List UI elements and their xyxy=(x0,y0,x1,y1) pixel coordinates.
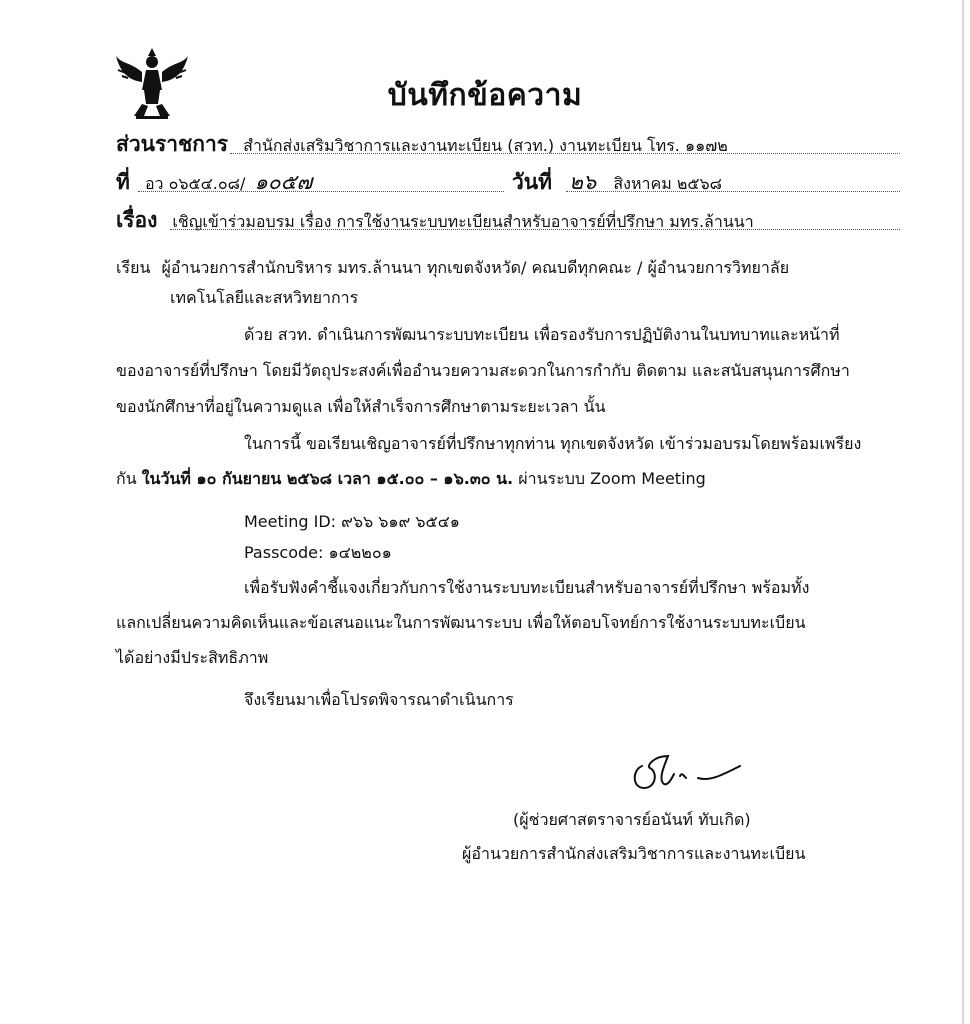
number-row xyxy=(116,166,312,199)
date-month-year: สิงหาคม ๒๕๖๘ xyxy=(613,174,722,193)
meeting-passcode: Passcode: ๑๔๒๒๐๑ xyxy=(244,543,392,562)
addressee-line-2: เทคโนโลยีและสหวิทยาการ xyxy=(170,288,359,307)
para2-meeting-date-time: ในวันที่ ๑๐ กันยายน ๒๕๖๘ เวลา ๑๕.๐๐ – ๑๖.๓๐ น. xyxy=(141,469,514,488)
date-day-handwritten: ๒๖ xyxy=(569,170,597,194)
subject-value: เชิญเข้าร่วมอบรม เรื่อง การใช้งานระบบทะเบียนสำหรับอาจารย์ที่ปรึกษา มทร.ล้านนา xyxy=(172,212,754,231)
signatory-name: (ผู้ช่วยศาสตราจารย์อนันท์ ทับเกิด) xyxy=(513,810,751,829)
para1-line1: ด้วย สวท. ดำเนินการพัฒนาระบบทะเบียน เพื่อรองรับการปฏิบัติงานในบทบาทและหน้าที่ xyxy=(244,325,840,344)
page-edge xyxy=(962,0,964,1024)
date-row xyxy=(512,166,722,199)
para1-line2: ของอาจารย์ที่ปรึกษา โดยมีวัตถุประสงค์เพื่ออำนวยความสะดวกในการกำกับ ติดตาม และสนับสนุนการศึกษา xyxy=(116,361,850,380)
addressee-label: เรียน xyxy=(116,258,151,277)
date-dotted-line xyxy=(566,191,900,192)
para3-line2: แลกเปลี่ยนความคิดเห็นและข้อเสนอแนะในการพัฒนาระบบ เพื่อให้ตอบโจทย์การใช้งานระบบทะเบียน xyxy=(116,613,806,632)
para2-lead: กัน xyxy=(116,469,137,488)
meeting-id: Meeting ID: ๙๖๖ ๖๑๙ ๖๕๔๑ xyxy=(244,512,460,531)
addressee-line-1 xyxy=(116,256,789,281)
para2-tail: ผ่านระบบ Zoom Meeting xyxy=(518,469,706,488)
subject-row xyxy=(116,204,754,237)
signature-mark xyxy=(628,748,746,798)
agency-value: สำนักส่งเสริมวิชาการและงานทะเบียน (สวท.) งานทะเบียน โทร. ๑๑๗๒ xyxy=(243,136,728,155)
closing-line: จึงเรียนมาเพื่อโปรดพิจารณาดำเนินการ xyxy=(244,690,514,709)
number-handwritten: ๑๐๕๗ xyxy=(254,170,313,194)
para1-line3: ของนักศึกษาที่อยู่ในความดูแล เพื่อให้สำเร็จการศึกษาตามระยะเวลา นั้น xyxy=(116,397,606,416)
para3-line3: ได้อย่างมีประสิทธิภาพ xyxy=(116,648,269,667)
number-dotted-line xyxy=(138,191,504,192)
para2-line1: ในการนี้ ขอเรียนเชิญอาจารย์ที่ปรึกษาทุกท่าน ทุกเขตจังหวัด เข้าร่วมอบรมโดยพร้อมเพรียง xyxy=(244,434,862,453)
addressee-value-1: ผู้อำนวยการสำนักบริหาร มทร.ล้านนา ทุกเขตจังหวัด/ คณบดีทุกคณะ / ผู้อำนวยการวิทยาลัย xyxy=(161,258,790,277)
subject-dotted-line xyxy=(170,229,900,230)
number-label: ที่ xyxy=(116,170,130,194)
number-prefix: อว ๐๖๕๔.๐๘/ xyxy=(144,174,246,193)
para3-line1: เพื่อรับฟังคำชี้แจงเกี่ยวกับการใช้งานระบบทะเบียนสำหรับอาจารย์ที่ปรึกษา พร้อมทั้ง xyxy=(244,578,810,597)
agency-label: ส่วนราชการ xyxy=(116,132,229,156)
agency-dotted-line xyxy=(230,153,900,154)
agency-row xyxy=(116,128,728,161)
memo-title: บันทึกข้อความ xyxy=(387,78,583,113)
date-label: วันที่ xyxy=(512,170,552,194)
subject-label: เรื่อง xyxy=(116,208,158,232)
para2-line2 xyxy=(116,467,706,492)
signatory-title: ผู้อำนวยการสำนักส่งเสริมวิชาการและงานทะเบียน xyxy=(462,844,806,863)
